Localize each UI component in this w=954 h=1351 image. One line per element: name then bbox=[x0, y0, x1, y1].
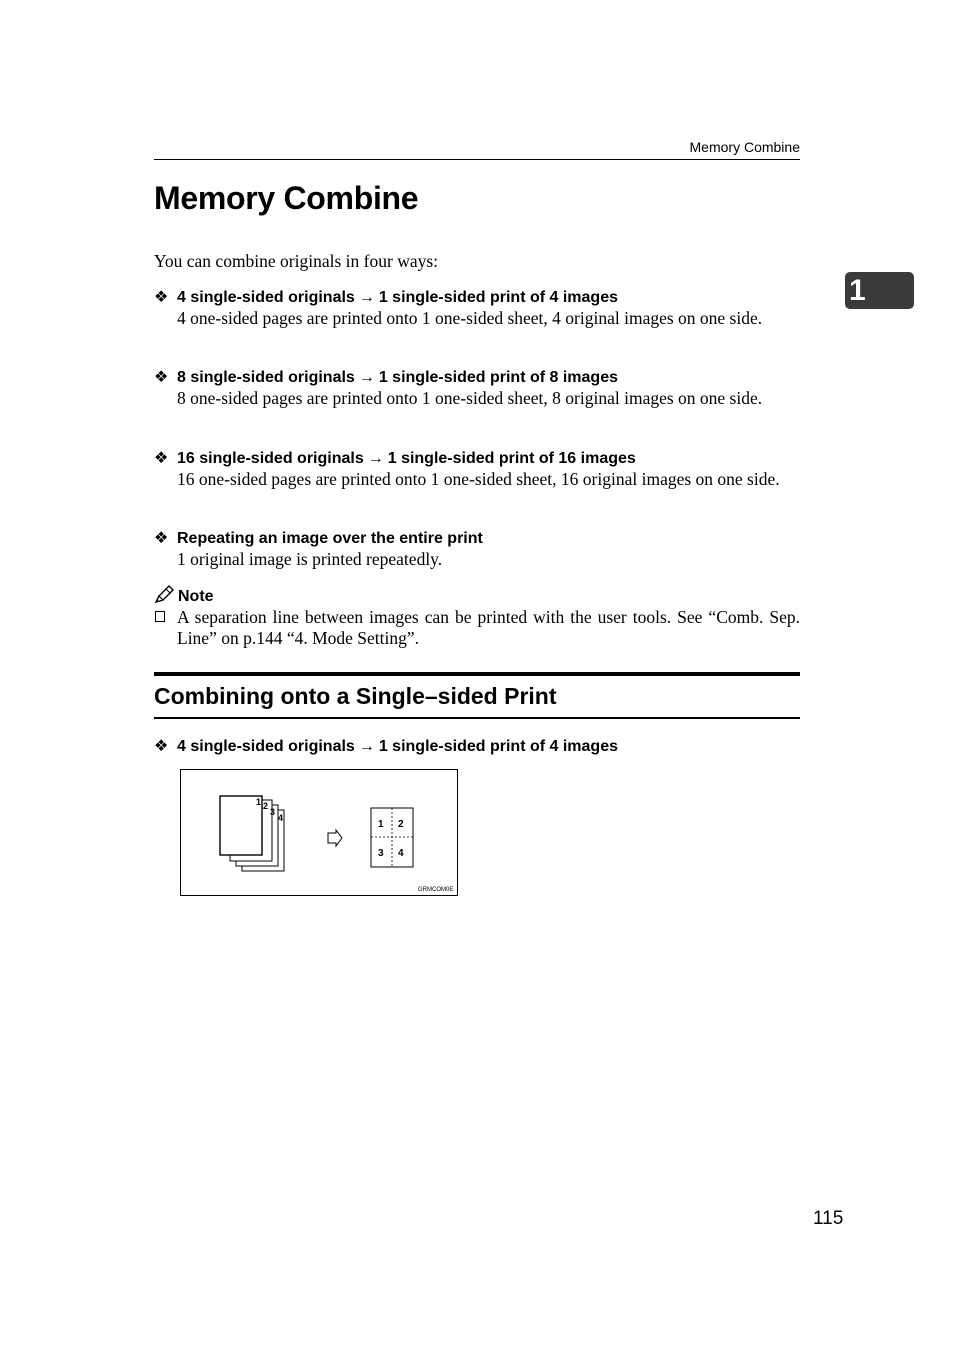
intro-text: You can combine originals in four ways: bbox=[154, 251, 439, 271]
item-from: 4 single-sided originals bbox=[177, 289, 355, 306]
item-to: 1 single-sided print of 16 images bbox=[387, 450, 636, 467]
diamond-bullet-icon: ❖ bbox=[154, 530, 169, 547]
item-to: 1 single-sided print of 4 images bbox=[378, 738, 618, 755]
note-text: A separation line between images can be printed with the user tools. See “Comb. Sep. Line” on p.144 “4. Mode Setting”. bbox=[177, 607, 800, 648]
original-number: 4 bbox=[278, 813, 284, 823]
header-rule bbox=[154, 159, 800, 160]
item-description: 1 original image is printed repeatedly. bbox=[177, 549, 443, 569]
note-heading bbox=[154, 585, 800, 607]
diamond-bullet-icon: ❖ bbox=[154, 289, 169, 306]
pencil-note-icon bbox=[154, 585, 176, 604]
figure-code: GRMCOM0E bbox=[418, 887, 454, 893]
section-subheading bbox=[154, 737, 800, 757]
note-item bbox=[154, 607, 800, 649]
diamond-bullet-icon: ❖ bbox=[154, 738, 169, 755]
section-rule-top bbox=[154, 672, 800, 676]
item-description: 4 one-sided pages are printed onto 1 one-sided sheet, 4 original images on one side. bbox=[177, 308, 763, 328]
print-number: 3 bbox=[378, 848, 384, 859]
print-number: 1 bbox=[378, 819, 384, 830]
page-number: 115 bbox=[813, 1208, 844, 1229]
item-from: Repeating an image over the entire print bbox=[177, 530, 483, 547]
print-number: 4 bbox=[398, 848, 404, 859]
diamond-bullet-icon: ❖ bbox=[154, 450, 169, 467]
combine-method-item bbox=[154, 288, 800, 329]
item-heading bbox=[154, 529, 800, 549]
arrow-icon: → bbox=[367, 450, 384, 467]
item-heading bbox=[154, 288, 800, 308]
original-number: 1 bbox=[256, 797, 262, 807]
item-from: 4 single-sided originals bbox=[177, 738, 355, 755]
item-description: 8 one-sided pages are printed onto 1 one-sided sheet, 8 original images on one side. bbox=[177, 388, 763, 408]
print-number: 2 bbox=[398, 819, 404, 830]
chapter-tab[interactable]: 1 bbox=[845, 272, 914, 309]
combine-method-item bbox=[154, 529, 800, 570]
item-to: 1 single-sided print of 8 images bbox=[378, 369, 618, 386]
note-label: Note bbox=[178, 588, 214, 605]
section-title: Combining onto a Single–sided Print bbox=[154, 683, 557, 709]
arrow-icon: → bbox=[358, 738, 375, 755]
item-heading bbox=[154, 368, 800, 388]
page-title: Memory Combine bbox=[154, 180, 419, 216]
item-from: 16 single-sided originals bbox=[177, 450, 364, 467]
diamond-bullet-icon: ❖ bbox=[154, 369, 169, 386]
item-to: 1 single-sided print of 4 images bbox=[378, 289, 618, 306]
note-block bbox=[154, 585, 800, 649]
original-number: 2 bbox=[263, 801, 269, 811]
item-heading bbox=[154, 737, 800, 757]
combine-method-item bbox=[154, 449, 800, 490]
item-heading bbox=[154, 449, 800, 469]
combine-method-item bbox=[154, 368, 800, 409]
running-header: Memory Combine bbox=[689, 139, 800, 155]
arrow-icon: → bbox=[358, 289, 375, 306]
checkbox-bullet-icon bbox=[155, 611, 165, 622]
arrow-icon: → bbox=[358, 369, 375, 386]
section-rule-bottom bbox=[154, 717, 800, 719]
item-from: 8 single-sided originals bbox=[177, 369, 355, 386]
combine-illustration bbox=[180, 769, 458, 896]
item-description: 16 one-sided pages are printed onto 1 one-sided sheet, 16 original images on one side. bbox=[177, 469, 780, 489]
original-number: 3 bbox=[270, 807, 276, 817]
